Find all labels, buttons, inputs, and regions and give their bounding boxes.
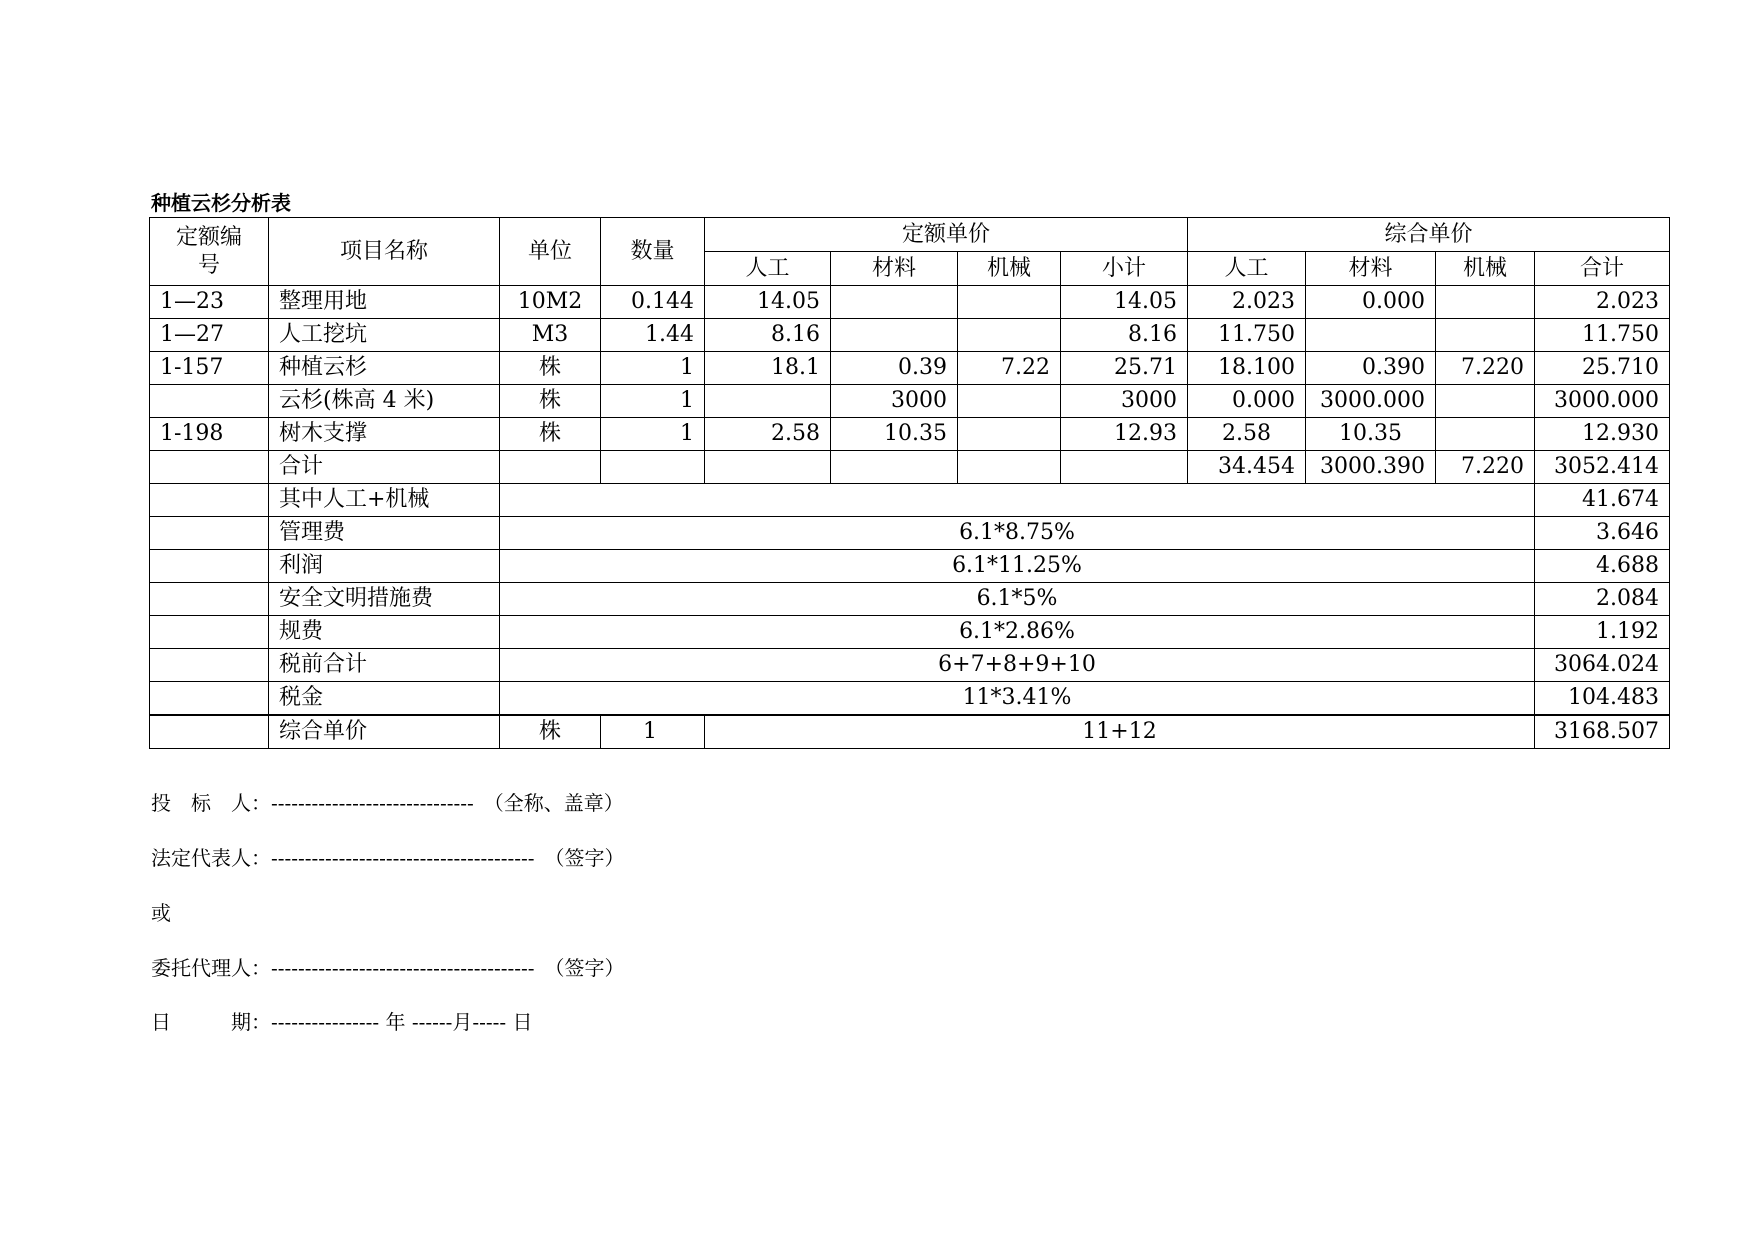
cell-comp-material: 10.35 [1306, 418, 1436, 451]
cell-code [150, 517, 269, 550]
cell-qty: 1.44 [601, 319, 705, 352]
cell-subtotal: 8.16 [1061, 319, 1188, 352]
agent-line: 委托代理人：--------------------------------------- （签字） [151, 956, 625, 980]
cell-material: 0.39 [831, 352, 958, 385]
cell-subtotal: 12.93 [1061, 418, 1188, 451]
header-name: 项目名称 [269, 218, 500, 286]
fee-row [150, 682, 1670, 716]
cell-formula: 6.1*5% [500, 583, 1535, 616]
cell-unit [500, 451, 601, 484]
cell-name: 合计 [269, 451, 500, 484]
cell-qty: 1 [601, 352, 705, 385]
cell-unit: 株 [500, 715, 601, 749]
cell-name: 整理用地 [269, 286, 500, 319]
header-code-line1: 定额编 [175, 224, 242, 250]
cell-comp-labor: 18.100 [1188, 352, 1306, 385]
header-row-1 [150, 218, 1670, 252]
cell-unit: 株 [500, 385, 601, 418]
cell-total: 3052.414 [1535, 451, 1670, 484]
header-comp-material: 材料 [1306, 252, 1436, 286]
cell-labor: 8.16 [705, 319, 831, 352]
cell-total: 2.084 [1535, 583, 1670, 616]
header-code [150, 218, 269, 286]
cell-comp-machine [1436, 418, 1535, 451]
cell-total: 3.646 [1535, 517, 1670, 550]
cell-machine [958, 286, 1061, 319]
cell-code [150, 682, 269, 716]
cell-comp-labor: 0.000 [1188, 385, 1306, 418]
header-qty: 数量 [601, 218, 705, 286]
cell-formula: 6.1*8.75% [500, 517, 1535, 550]
cell-name: 税前合计 [269, 649, 500, 682]
cell-comp-machine [1436, 319, 1535, 352]
cell-qty: 0.144 [601, 286, 705, 319]
cell-code [150, 484, 269, 517]
cell-material: 3000 [831, 385, 958, 418]
cell-comp-labor: 34.454 [1188, 451, 1306, 484]
cell-total: 41.674 [1535, 484, 1670, 517]
cell-subtotal: 14.05 [1061, 286, 1188, 319]
cell-qty: 1 [601, 715, 705, 749]
table-row [150, 385, 1670, 418]
cell-code [150, 385, 269, 418]
cell-name: 安全文明措施费 [269, 583, 500, 616]
cell-comp-machine [1436, 385, 1535, 418]
header-comp-machine: 机械 [1436, 252, 1535, 286]
cell-machine [958, 319, 1061, 352]
cell-total: 3064.024 [1535, 649, 1670, 682]
cell-comp-material [1306, 319, 1436, 352]
cell-total: 3168.507 [1535, 715, 1670, 749]
cell-formula: 11+12 [705, 715, 1535, 749]
cell-unit: M3 [500, 319, 601, 352]
cell-code [150, 583, 269, 616]
cell-name: 税金 [269, 682, 500, 716]
cell-comp-labor: 2.58 [1188, 418, 1306, 451]
cell-comp-material: 3000.390 [1306, 451, 1436, 484]
cell-code [150, 550, 269, 583]
cell-subtotal: 25.71 [1061, 352, 1188, 385]
cell-name: 种植云杉 [269, 352, 500, 385]
cell-code: 1—27 [150, 319, 269, 352]
table-row [150, 319, 1670, 352]
cell-code: 1-157 [150, 352, 269, 385]
cell-comp-labor: 2.023 [1188, 286, 1306, 319]
cell-subtotal [1061, 451, 1188, 484]
fee-row [150, 583, 1670, 616]
table-row [150, 418, 1670, 451]
header-subtotal: 小计 [1061, 252, 1188, 286]
cell-formula: 6.1*11.25% [500, 550, 1535, 583]
cell-name: 综合单价 [269, 715, 500, 749]
cell-labor: 18.1 [705, 352, 831, 385]
cell-name: 树木支撑 [269, 418, 500, 451]
cell-name: 管理费 [269, 517, 500, 550]
cell-unit: 株 [500, 352, 601, 385]
cell-comp-machine [1436, 286, 1535, 319]
cell-qty: 1 [601, 418, 705, 451]
cell-total: 11.750 [1535, 319, 1670, 352]
cell-formula: 11*3.41% [500, 682, 1535, 716]
header-total: 合计 [1535, 252, 1670, 286]
cell-labor: 14.05 [705, 286, 831, 319]
cell-code [150, 616, 269, 649]
bidder-line: 投 标 人：------------------------------ （全称、盖章） [151, 791, 624, 815]
fee-row [150, 649, 1670, 682]
cell-formula: 6+7+8+9+10 [500, 649, 1535, 682]
sum-row [150, 451, 1670, 484]
cell-code: 1—23 [150, 286, 269, 319]
final-row [150, 715, 1670, 749]
cell-total: 1.192 [1535, 616, 1670, 649]
or-line: 或 [151, 901, 171, 925]
cell-qty: 1 [601, 385, 705, 418]
cell-total: 4.688 [1535, 550, 1670, 583]
cell-comp-material: 3000.000 [1306, 385, 1436, 418]
table-row [150, 352, 1670, 385]
cell-code [150, 649, 269, 682]
cell-formula: 6.1*2.86% [500, 616, 1535, 649]
cell-unit: 10M2 [500, 286, 601, 319]
cell-total: 25.710 [1535, 352, 1670, 385]
cell-total: 12.930 [1535, 418, 1670, 451]
legal-rep-line: 法定代表人：--------------------------------------- （签字） [151, 846, 625, 870]
cell-total: 104.483 [1535, 682, 1670, 716]
analysis-table [149, 217, 1670, 749]
cell-name: 利润 [269, 550, 500, 583]
cell-labor: 2.58 [705, 418, 831, 451]
cell-material [831, 286, 958, 319]
cell-material [831, 451, 958, 484]
cell-machine: 7.22 [958, 352, 1061, 385]
fee-row [150, 616, 1670, 649]
cell-labor [705, 385, 831, 418]
cell-comp-labor: 11.750 [1188, 319, 1306, 352]
fee-row [150, 517, 1670, 550]
page-title: 种植云杉分析表 [151, 191, 291, 215]
header-comp-labor: 人工 [1188, 252, 1306, 286]
cell-machine [958, 385, 1061, 418]
cell-comp-machine: 7.220 [1436, 451, 1535, 484]
cell-name: 其中人工+机械 [269, 484, 500, 517]
cell-subtotal: 3000 [1061, 385, 1188, 418]
cell-code: 1-198 [150, 418, 269, 451]
header-code-line2: 号 [197, 252, 220, 278]
cell-total: 3000.000 [1535, 385, 1670, 418]
cell-material [831, 319, 958, 352]
cell-code [150, 451, 269, 484]
cell-name: 云杉(株高 4 米) [269, 385, 500, 418]
fee-row [150, 550, 1670, 583]
cell-total: 2.023 [1535, 286, 1670, 319]
cell-labor [705, 451, 831, 484]
cell-qty [601, 451, 705, 484]
cell-name: 规费 [269, 616, 500, 649]
cell-code [150, 715, 269, 749]
cell-machine [958, 418, 1061, 451]
fee-row [150, 484, 1670, 517]
header-comp-group: 综合单价 [1188, 218, 1670, 252]
header-unit: 单位 [500, 218, 601, 286]
cell-machine [958, 451, 1061, 484]
header-machine: 机械 [958, 252, 1061, 286]
header-labor: 人工 [705, 252, 831, 286]
cell-name: 人工挖坑 [269, 319, 500, 352]
cell-unit: 株 [500, 418, 601, 451]
cell-comp-material: 0.390 [1306, 352, 1436, 385]
header-quota-group: 定额单价 [705, 218, 1188, 252]
cell-comp-material: 0.000 [1306, 286, 1436, 319]
date-line: 日 期：---------------- 年 ------月----- 日 [151, 1010, 533, 1034]
cell-formula [500, 484, 1535, 517]
table-row [150, 286, 1670, 319]
cell-material: 10.35 [831, 418, 958, 451]
header-material: 材料 [831, 252, 958, 286]
cell-comp-machine: 7.220 [1436, 352, 1535, 385]
